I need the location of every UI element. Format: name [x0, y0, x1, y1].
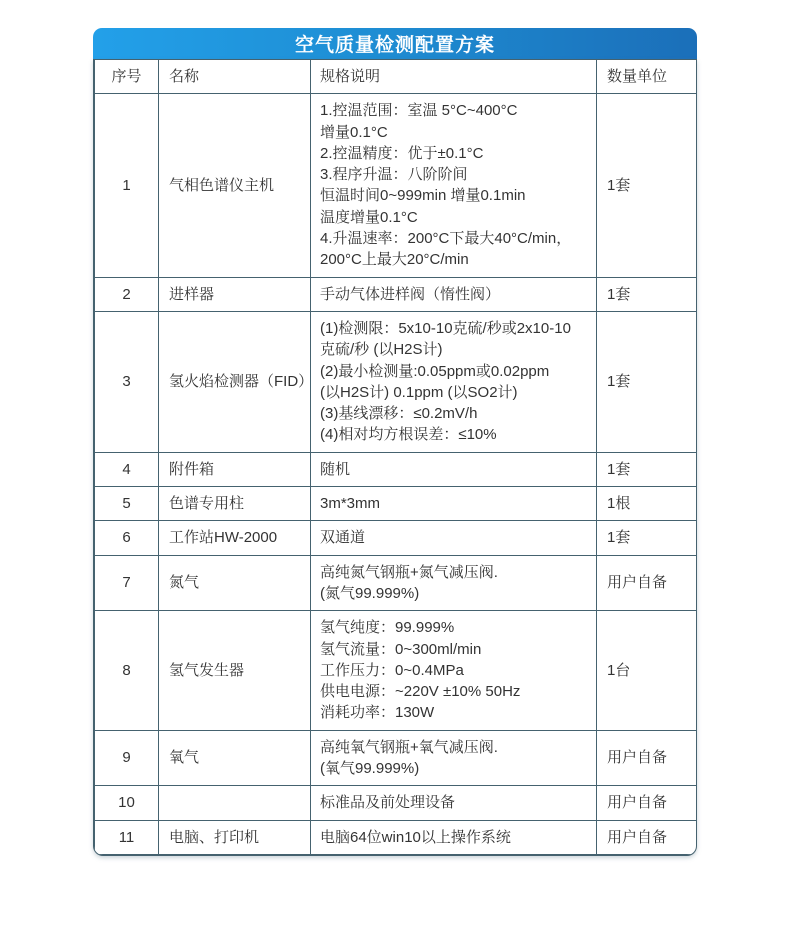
cell-qty: 1套 [597, 311, 697, 452]
cell-qty: 用户自备 [597, 786, 697, 820]
spec-line: (以H2S计) 0.1ppm (以SO2计) [320, 383, 518, 401]
column-header-spec: 规格说明 [311, 60, 597, 94]
cell-qty: 1套 [597, 94, 697, 277]
cell-name: 氢火焰检测器（FID） [159, 311, 311, 452]
spec-line: 氢气纯度：99.999% [320, 619, 455, 637]
spec-line: 消耗功率：130W [320, 704, 435, 722]
cell-spec [311, 94, 597, 277]
table-header-row [95, 60, 697, 94]
cell-qty: 1台 [597, 611, 697, 730]
spec-line: 恒温时间0~999min 增量0.1min [320, 187, 526, 205]
cell-qty: 用户自备 [597, 730, 697, 786]
column-header-name: 名称 [159, 60, 311, 94]
spec-line: 200°C上最大20°C/min [320, 251, 469, 269]
column-header-qty: 数量单位 [597, 60, 697, 94]
cell-spec [311, 452, 597, 486]
table-row [95, 521, 697, 555]
table-row [95, 452, 697, 486]
spec-line: 标准品及前处理设备 [320, 794, 456, 812]
table-row [95, 786, 697, 820]
cell-no: 9 [95, 730, 159, 786]
cell-qty: 用户自备 [597, 820, 697, 854]
spec-line: 增量0.1°C [320, 123, 388, 141]
cell-no: 2 [95, 277, 159, 311]
spec-line: 氢气流量：0~300ml/min [320, 640, 482, 658]
cell-spec [311, 277, 597, 311]
table-row [95, 487, 697, 521]
cell-name: 色谱专用柱 [159, 487, 311, 521]
cell-spec [311, 555, 597, 611]
cell-name [159, 786, 311, 820]
config-plan-panel [93, 28, 697, 856]
cell-qty: 1套 [597, 277, 697, 311]
spec-line: 双通道 [320, 529, 366, 547]
table-row [95, 820, 697, 854]
cell-qty: 1套 [597, 521, 697, 555]
cell-no: 1 [95, 94, 159, 277]
spec-line: 工作压力：0~0.4MPa [320, 661, 464, 679]
cell-spec [311, 820, 597, 854]
spec-line: (1)检测限：5x10-10克硫/秒或2x10-10 [320, 319, 571, 337]
table-row [95, 611, 697, 730]
cell-spec [311, 786, 597, 820]
cell-name: 氧气 [159, 730, 311, 786]
spec-line: 3m*3mm [320, 495, 381, 513]
cell-name: 电脑、打印机 [159, 820, 311, 854]
cell-name: 进样器 [159, 277, 311, 311]
spec-line: 4.升温速率：200°C下最大40°C/min， [320, 230, 572, 248]
cell-spec [311, 730, 597, 786]
cell-no: 5 [95, 487, 159, 521]
cell-no: 3 [95, 311, 159, 452]
spec-line: 1.控温范围：室温 5°C~400°C [320, 102, 518, 120]
column-header-no: 序号 [95, 60, 159, 94]
spec-line: (氮气99.999%) [320, 584, 420, 602]
cell-name: 附件箱 [159, 452, 311, 486]
cell-name: 气相色谱仪主机 [159, 94, 311, 277]
cell-spec [311, 611, 597, 730]
table-row [95, 311, 697, 452]
cell-qty: 1根 [597, 487, 697, 521]
cell-name: 氢气发生器 [159, 611, 311, 730]
spec-line: 温度增量0.1°C [320, 208, 418, 226]
cell-no: 11 [95, 820, 159, 854]
table-container [93, 59, 697, 856]
cell-no: 10 [95, 786, 159, 820]
spec-line: 克硫/秒 (以H2S计) [320, 341, 443, 359]
cell-spec [311, 311, 597, 452]
spec-line: (氧气99.999%) [320, 760, 420, 778]
table-row [95, 555, 697, 611]
spec-line: 电脑64位win10以上操作系统 [320, 828, 511, 846]
cell-no: 6 [95, 521, 159, 555]
cell-qty: 1套 [597, 452, 697, 486]
cell-spec [311, 487, 597, 521]
cell-qty: 用户自备 [597, 555, 697, 611]
spec-line: 2.控温精度：优于±0.1°C [320, 144, 484, 162]
table-title-bar [93, 28, 697, 59]
table-body [95, 94, 697, 855]
cell-no: 4 [95, 452, 159, 486]
spec-line: (4)相对均方根误差：≤10% [320, 426, 497, 444]
table-row [95, 277, 697, 311]
cell-spec [311, 521, 597, 555]
table-row [95, 730, 697, 786]
cell-no: 7 [95, 555, 159, 611]
table-title: 空气质量检测配置方案 [294, 35, 495, 56]
spec-line: (2)最小检测量:0.05ppm或0.02ppm [320, 362, 550, 380]
spec-line: 手动气体进样阀（惰性阀） [320, 285, 501, 303]
cell-name: 氮气 [159, 555, 311, 611]
spec-line: 高纯氧气钢瓶+氧气减压阀. [320, 738, 498, 756]
config-table [94, 59, 697, 855]
cell-no: 8 [95, 611, 159, 730]
spec-line: 随机 [320, 460, 351, 478]
table-row [95, 94, 697, 277]
spec-line: 高纯氮气钢瓶+氮气减压阀. [320, 563, 498, 581]
spec-line: (3)基线漂移：≤0.2mV/h [320, 405, 478, 423]
spec-line: 3.程序升温：八阶阶间 [320, 166, 468, 184]
spec-line: 供电电源：~220V ±10% 50Hz [320, 683, 521, 701]
cell-name: 工作站HW-2000 [159, 521, 311, 555]
